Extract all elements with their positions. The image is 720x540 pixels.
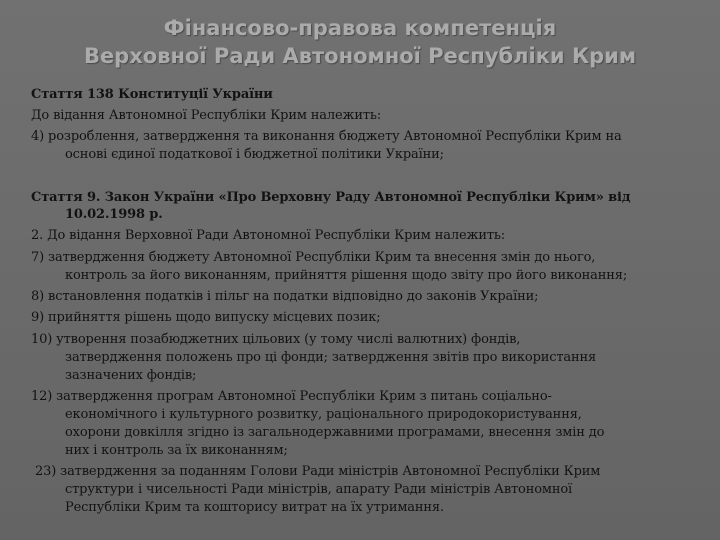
- article-138-item-4-line-2: основі єдиної податкової і бюджетної політики України;: [65, 147, 444, 162]
- article-138-heading: Стаття 138 Конституції України: [31, 87, 273, 102]
- article-9-item-10-line-3: зазначених фондів;: [65, 368, 197, 383]
- article-9-item-12-line-4: них і контроль за їх виконанням;: [65, 443, 288, 458]
- title-line-2: Верховної Ради Автономної Республіки Крим: [83, 44, 637, 68]
- article-9-item-12-line-3: охорони довкілля згідно із загальнодержавними програмами, внесення змін до: [65, 425, 605, 440]
- article-9-item-7-line-2: контроль за його виконанням, прийняття рішення щодо звіту про його виконання;: [65, 268, 628, 283]
- article-138-intro: До відання Автономної Республіки Крим належить:: [31, 108, 382, 123]
- article-9-item-10-line-2: затвердження положень про ці фонди; затвердження звітів про використання: [65, 350, 597, 365]
- article-9-item-10-line-1: 10) утворення позабюджетних цільових (у тому числі валютних) фондів,: [31, 332, 521, 347]
- title-line-1: Фінансово-правова компетенція: [163, 16, 557, 40]
- article-9-heading-line-1: Стаття 9. Закон України «Про Верховну Раду Автономної Республіки Крим» від: [31, 190, 631, 205]
- article-138-item-4-line-1: 4) розроблення, затвердження та виконання бюджету Автономної Республіки Крим на: [31, 129, 622, 144]
- article-9-item-9: 9) прийняття рішень щодо випуску місцевих позик;: [31, 310, 381, 325]
- article-9-item-7-line-1: 7) затвердження бюджету Автономної Республіки Крим та внесення змін до нього,: [31, 250, 596, 265]
- article-9-item-12-line-1: 12) затвердження програм Автономної Республіки Крим з питань соціально-: [31, 389, 552, 404]
- article-9-intro: 2. До відання Верховної Ради Автономної Республіки Крим належить:: [31, 228, 506, 243]
- article-9-item-23-line-2: структури і чисельності Ради міністрів, апарату Ради міністрів Автономної: [65, 482, 573, 497]
- article-9-item-23-line-1: 23) затвердження за поданням Голови Ради міністрів Автономної Республіки Крим: [35, 464, 601, 479]
- article-9-item-12-line-2: економічного і культурного розвитку, раціонального природокористування,: [65, 407, 582, 422]
- article-9-item-23-line-3: Республіки Крим та кошторису витрат на їх утримання.: [65, 500, 444, 515]
- article-9-heading-line-2: 10.02.1998 р.: [65, 207, 163, 222]
- article-9-item-8: 8) встановлення податків і пільг на податки відповідно до законів України;: [31, 289, 539, 304]
